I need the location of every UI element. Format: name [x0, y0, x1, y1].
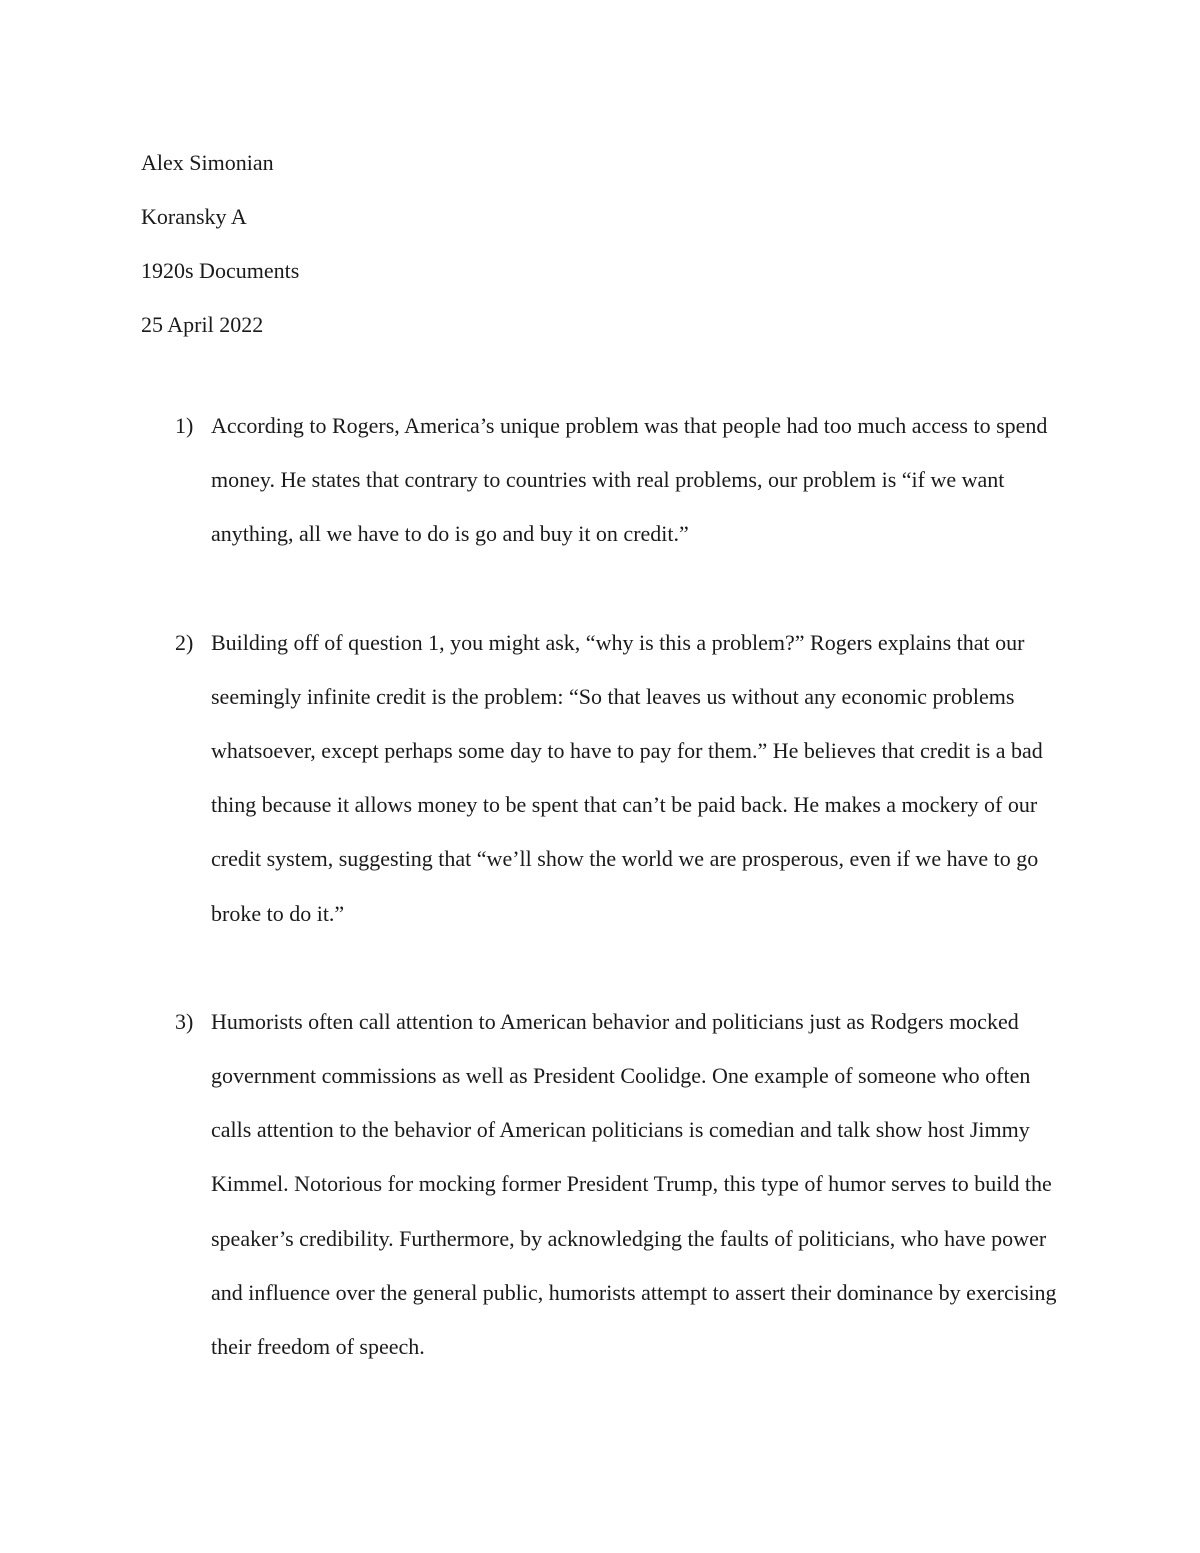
- answer-item-2: [141, 616, 1071, 941]
- answer-text: Humorists often call attention to American behavior and politicians just as Rodgers mocked government commissions as well as President Coolidge. One example of someone who often calls attention to the behavior of American politicians is comedian and talk show host Jimmy Kimmel. Notorious for mocking former President Trump, this type of humor serves to build the speaker’s credibility. Furthermore, by acknowledging the faults of politicians, who have power and influence over the general public, humorists attempt to assert their dominance by exercising their freedom of speech.: [211, 1008, 1057, 1360]
- answer-text: According to Rogers, America’s unique problem was that people had too much access to spend money. He states that contrary to countries with real problems, our problem is “if we want anything, all we have to do is go and buy it on credit.”: [211, 413, 1048, 547]
- answer-number: 3): [175, 1008, 194, 1034]
- document-header: [141, 136, 1041, 352]
- answer-list: [141, 399, 1071, 1428]
- answer-item-3: [141, 995, 1071, 1374]
- answer-item-1: [141, 399, 1071, 562]
- answer-number: 1): [175, 413, 194, 438]
- assignment-title: 1920s Documents: [141, 258, 300, 283]
- answer-number: 2): [175, 629, 194, 655]
- student-name: Alex Simonian: [141, 150, 274, 175]
- document-date: 25 April 2022: [141, 312, 264, 337]
- teacher-name: Koransky A: [141, 204, 247, 229]
- answer-text: Building off of question 1, you might ask, “why is this a problem?” Rogers explains that our seemingly infinite credit is the problem: “So that leaves us without any economic problems whatsoever, except perhaps some day to have to pay for them.” He believes that credit is a bad thing because it allows money to be spent that can’t be paid back. He makes a mockery of our credit system, suggesting that “we’ll show the world we are prosperous, even if we have to go broke to do it.”: [211, 629, 1043, 926]
